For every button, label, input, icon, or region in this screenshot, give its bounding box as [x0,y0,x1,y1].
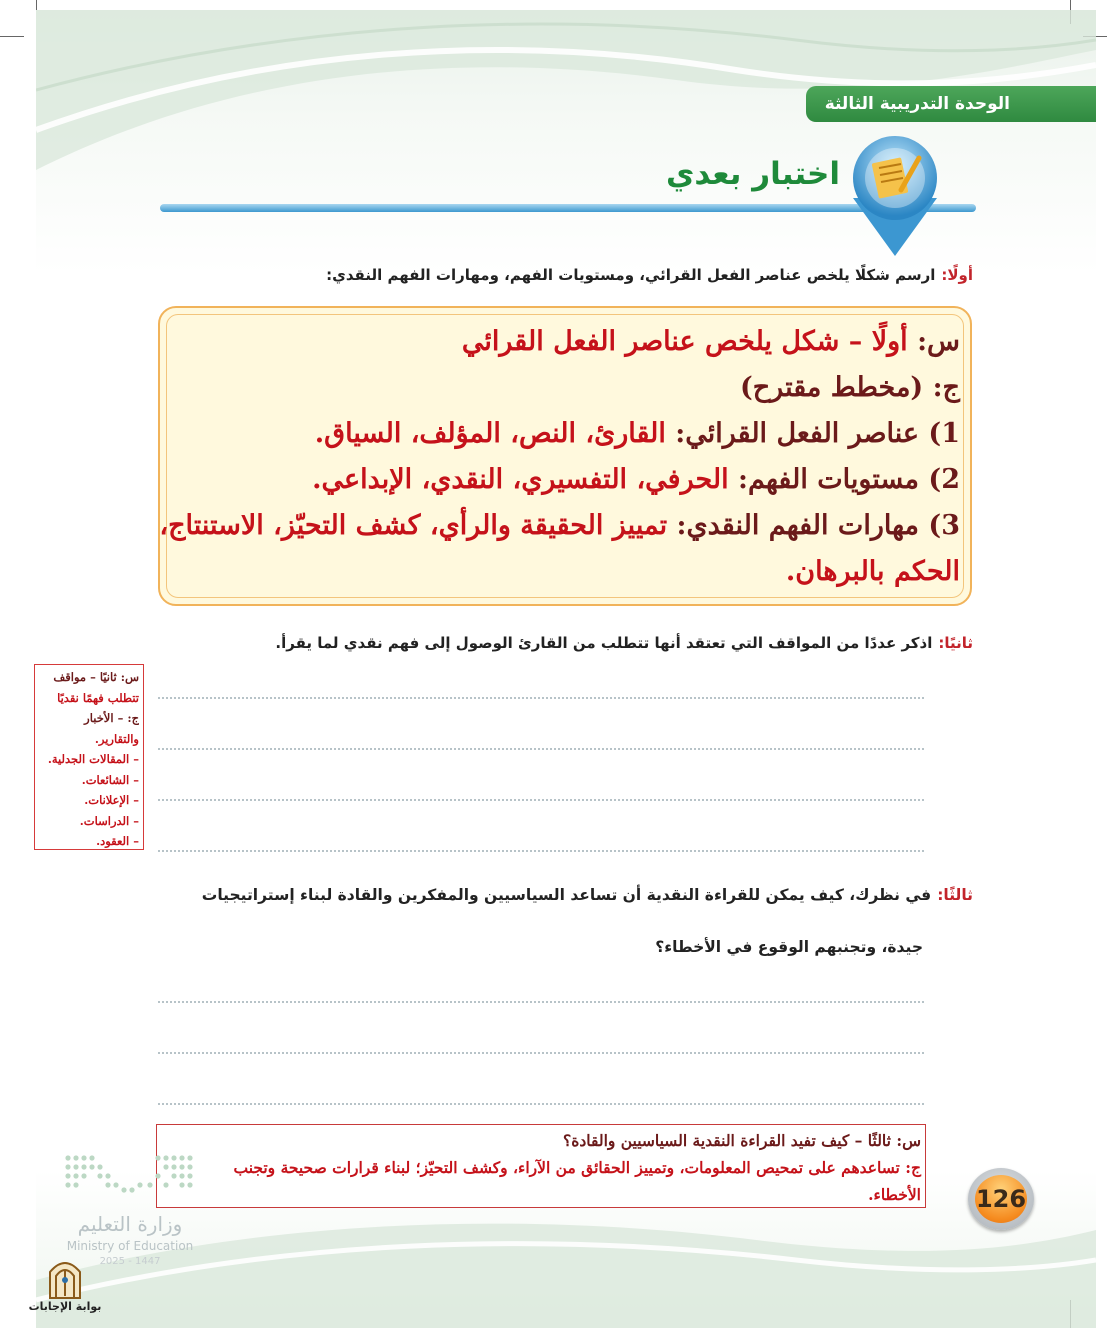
watermark-logo-icon [44,1256,86,1300]
answer-1-item-1-label: 1) عناصر الفعل القرائي: [675,418,960,449]
question-3-number: ثالثًا: [937,886,973,904]
answer-1-a-line [740,372,960,403]
ministry-name-arabic: وزارة التعليم [77,1212,183,1236]
answer-1-item-1-value: القارئ، النص، المؤلف، السياق. [314,418,666,449]
bottom-answer-line-1: ج: تساعدهم على تمحيص المعلومات، وتمييز الحقائق من الآراء، وكشف التحيّز؛ لبناء قرارات صحيحة وتجنب [233,1158,921,1177]
answer-line [158,1001,924,1003]
question-1 [326,266,973,284]
answer-line [158,1103,924,1105]
side-answer-line: ج: – الأخبار [84,711,139,725]
page-number: 126 [975,1175,1027,1223]
side-answer-line: – الدراسات. [79,813,139,828]
answer-1-a-text: (مخطط مقترح) [739,372,924,403]
question-1-number: أولًا: [941,266,973,284]
answer-box-1 [158,306,972,606]
bottom-answer-box [156,1124,926,1208]
bottom-answer-question: س: ثالثًا – كيف تفيد القراءة النقدية السياسيين والقادة؟ [563,1131,921,1150]
unit-label: الوحدة التدريبية الثالثة [824,94,1010,114]
question-3 [202,886,973,904]
answer-1-item-2-value: الحرفي، التفسيري، النقدي، الإبداعي. [312,464,729,495]
side-answer-line: – الشائعات. [81,772,139,787]
test-badge-icon [843,132,947,260]
question-2-number: ثانيًا: [938,634,973,652]
question-3-line-1: في نظرك، كيف يمكن للقراءة النقدية أن تساعد السياسيين والمفكرين والقادة لبناء إستراتيجيات [201,886,932,904]
side-answer-box [34,664,144,850]
ministry-name-english: Ministry of Education [66,1239,194,1253]
section-title: اختبار بعدي [665,156,840,192]
question-2 [275,634,973,652]
crop-mark [0,36,24,37]
side-answer-line: س: ثانيًا – مواقف [53,670,139,684]
side-answer-line: – الإعلانات. [84,793,139,807]
side-answer-line: والتقارير. [94,731,139,746]
unit-label-tab [806,86,1096,122]
question-1-text: ارسم شكلًا يلخص عناصر الفعل القرائي، ومستويات الفهم، ومهارات الفهم النقدي: [326,266,936,284]
question-3-line-2: جيدة، وتجنبهم الوقوع في الأخطاء؟ [655,938,923,956]
answer-1-question-line [462,326,960,357]
answer-1-item-3-value: تمييز الحقيقة والرأي، كشف التحيّز، الاستنتاج، [159,510,668,541]
answer-1-item-3 [159,510,960,541]
answer-1-q-prefix: س: [917,326,960,357]
answer-1-q-text: أولًا – شكل يلخص عناصر الفعل القرائي [461,326,908,357]
answer-1-item-2-label: 2) مستويات الفهم: [738,464,960,495]
answer-line [158,748,924,750]
answer-1-item-3-label: 3) مهارات الفهم النقدي: [676,510,960,541]
answer-line [158,799,924,801]
watermark-label: بوابة الإجابات [28,1300,102,1313]
answer-1-a-prefix: ج: [932,372,960,403]
answer-line [158,1052,924,1054]
answer-1-item-2 [312,464,960,495]
answer-line [158,697,924,699]
question-2-text: اذكر عددًا من المواقف التي تعتقد أنها تتطلب من القارئ الوصول إلى فهم نقدي لما يقرأ. [275,634,933,652]
ministry-year: 2025 - 1447 [99,1256,161,1267]
answer-line [158,850,924,852]
side-answer-line: تتطلب فهمًا نقديًا [57,690,139,705]
side-answer-line: – العقود. [96,834,139,848]
answer-1-item-1 [315,418,960,449]
bottom-answer-line-2: الأخطاء. [868,1185,921,1204]
answer-1-item-3-continued: الحكم بالبرهان. [785,556,960,587]
crop-mark [36,0,37,10]
side-answer-line: – المقالات الجدلية. [47,752,139,766]
ministry-logo-icon [62,1150,202,1204]
page-number-badge [968,1168,1034,1230]
